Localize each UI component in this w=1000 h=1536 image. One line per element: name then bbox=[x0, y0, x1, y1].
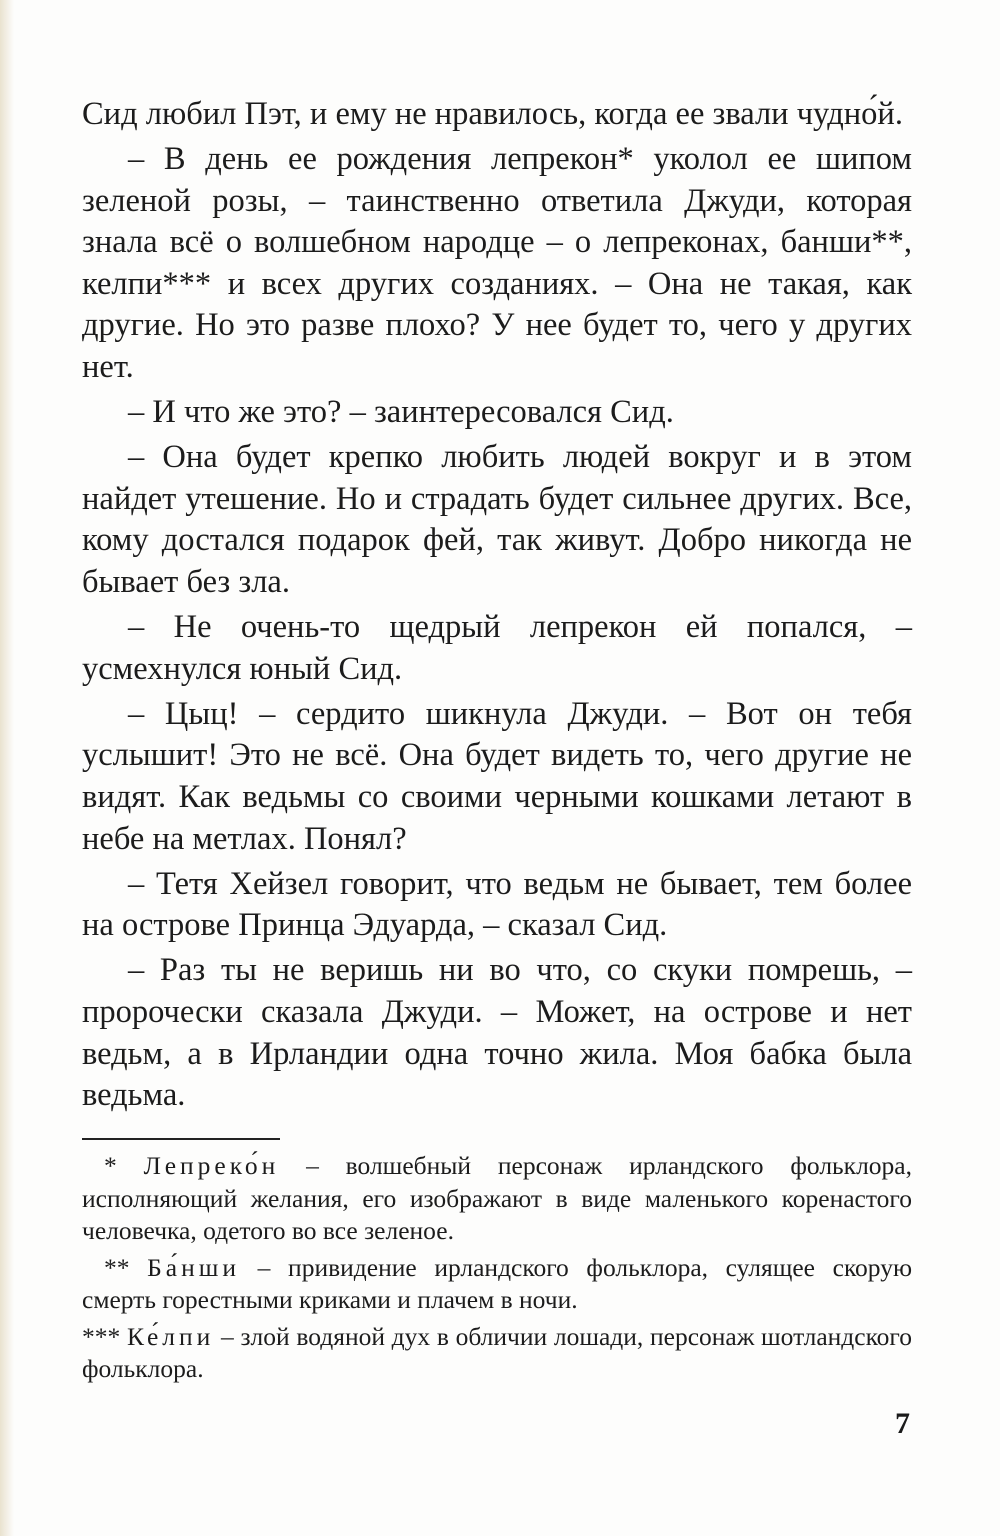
paragraph: – Тетя Хейзел говорит, что ведьм не бывает, тем более на острове Принца Эдуарда, – сказал Сид. bbox=[82, 865, 912, 944]
footnote-text: – волшебный персонаж ирландского фольклора, исполняющий желания, его изображают в виде маленького коренастого человечка, одетого во все зеленое. bbox=[82, 1151, 912, 1245]
footnote-marker: *** bbox=[82, 1321, 121, 1351]
footnote bbox=[82, 1252, 912, 1317]
paragraph: – Она будет крепко любить людей вокруг и в этом найдет утешение. Но и страдать будет сильнее других. Все, кому достался подарок фей, так живут. Добро никогда не бывает без зла. bbox=[82, 439, 912, 601]
paragraph: – Цыц! – сердито шикнула Джуди. – Вот он тебя услышит! Это не всё. Она будет видеть то, чего другие не видят. Как ведьмы со своими черными кошками летают в небе на метлах. Понял? bbox=[82, 695, 912, 857]
paragraph: – Не очень-то щедрый лепрекон ей попался, – усмехнулся юный Сид. bbox=[82, 609, 912, 687]
footnote-marker: * bbox=[104, 1151, 117, 1180]
footnote-marker: ** bbox=[104, 1252, 130, 1282]
main-text bbox=[82, 94, 912, 1120]
footnote-text: – привидение ирландского фольклора, сулящее скорую смерть горестными криками и плачем в ночи. bbox=[82, 1252, 913, 1314]
footnote-term: Лепреко́н bbox=[143, 1151, 280, 1180]
footnote bbox=[82, 1150, 912, 1248]
footnotes bbox=[82, 1150, 912, 1390]
page-number: 7 bbox=[895, 1407, 910, 1440]
footnote-divider bbox=[82, 1138, 280, 1140]
binding-shadow bbox=[0, 0, 14, 1536]
paragraph: – Раз ты не веришь ни во что, со скуки помрешь, – пророчески сказала Джуди. – Может, на острове и нет ведьм, а в Ирландии одна точно жила. Моя бабка была ведьма. bbox=[82, 952, 912, 1114]
footnote-term: Ке́лпи bbox=[126, 1321, 215, 1351]
paragraph: – И что же это? – заинтересовался Сид. bbox=[128, 394, 674, 431]
footnote bbox=[82, 1321, 912, 1386]
footnote-text: – злой водяной дух в обличии лошади, персонаж шотландского фольклора. bbox=[82, 1321, 912, 1383]
paragraph: – В день ее рождения лепрекон* уколол ее шипом зеленой розы, – таинственно ответила Джуди, которая знала всё о волшебном народце – о лепреконах, банши**, келпи*** и всех других созданиях. – Она не такая, как другие. Но это разве плохо? У нее будет то, чего у других нет. bbox=[82, 141, 912, 386]
paragraph: Сид любил Пэт, и ему не нравилось, когда ее звали чудно́й. bbox=[82, 96, 903, 132]
footnote-term: Ба́нши bbox=[147, 1252, 241, 1282]
